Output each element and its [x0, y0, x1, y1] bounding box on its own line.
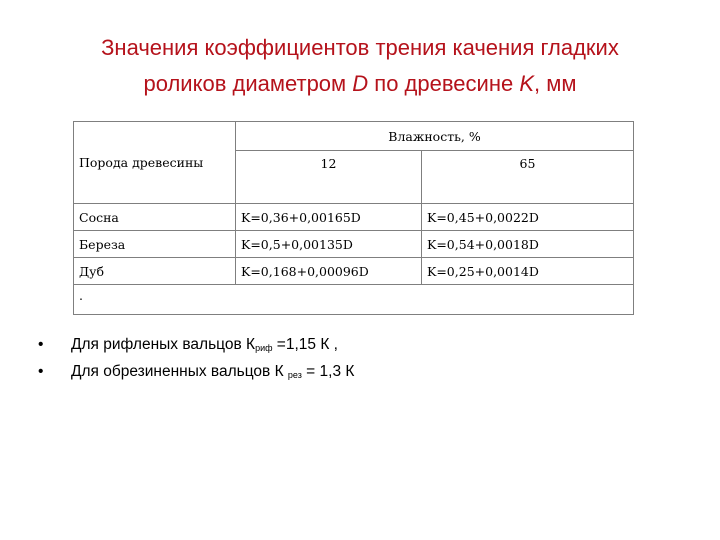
title-line-2-suffix: , мм: [534, 71, 577, 96]
header-species: Порода древесины: [74, 122, 236, 204]
bullet-tail: = 1,3 К: [301, 363, 355, 380]
bullet-marker: •: [38, 336, 44, 353]
header-moisture-65: 65: [422, 151, 634, 177]
header-spacer-cell: [422, 176, 634, 204]
bullet-list: [38, 331, 678, 385]
formula-cell-65: K=0,45+0,0022D: [422, 204, 634, 231]
bullet-text: Для рифленых вальцов К: [71, 336, 256, 353]
table-row: [74, 204, 634, 231]
species-cell: Дуб: [74, 258, 236, 285]
title-coefficient-symbol: K: [519, 71, 535, 96]
bullet-tail: =1,15 К ,: [272, 336, 338, 353]
formula-cell-65: K=0,54+0,0018D: [422, 231, 634, 258]
bullet-item: [38, 331, 678, 358]
bullet-item: [38, 358, 678, 385]
header-moisture: Влажность, %: [236, 122, 634, 151]
header-spacer-cell: [236, 176, 422, 204]
title-diameter-symbol: D: [352, 71, 369, 96]
table-footnote-row: [74, 285, 634, 315]
coefficient-table: [73, 121, 634, 315]
formula-cell-12: K=0,5+0,00135D: [236, 231, 422, 258]
bullet-text: Для обрезиненных вальцов К: [71, 363, 288, 380]
title-line-2-middle: по древесине: [368, 71, 520, 96]
header-moisture-12: 12: [236, 151, 422, 177]
table-footnote: .: [74, 285, 634, 315]
title-line-2: [40, 66, 680, 102]
species-cell: Береза: [74, 231, 236, 258]
bullet-subscript: рез: [287, 370, 302, 380]
table-row: [74, 258, 634, 285]
formula-cell-12: K=0,36+0,00165D: [236, 204, 422, 231]
bullet-marker: •: [38, 363, 44, 380]
bullet-subscript: риф: [255, 343, 273, 353]
formula-cell-12: K=0,168+0,00096D: [236, 258, 422, 285]
table-header-row: [74, 122, 634, 151]
species-cell: Сосна: [74, 204, 236, 231]
slide-title: [40, 30, 680, 102]
formula-cell-65: K=0,25+0,0014D: [422, 258, 634, 285]
table-row: [74, 231, 634, 258]
title-line-2-prefix: роликов диаметром: [143, 71, 353, 96]
title-line-1: Значения коэффициентов трения качения гладких: [101, 35, 619, 60]
